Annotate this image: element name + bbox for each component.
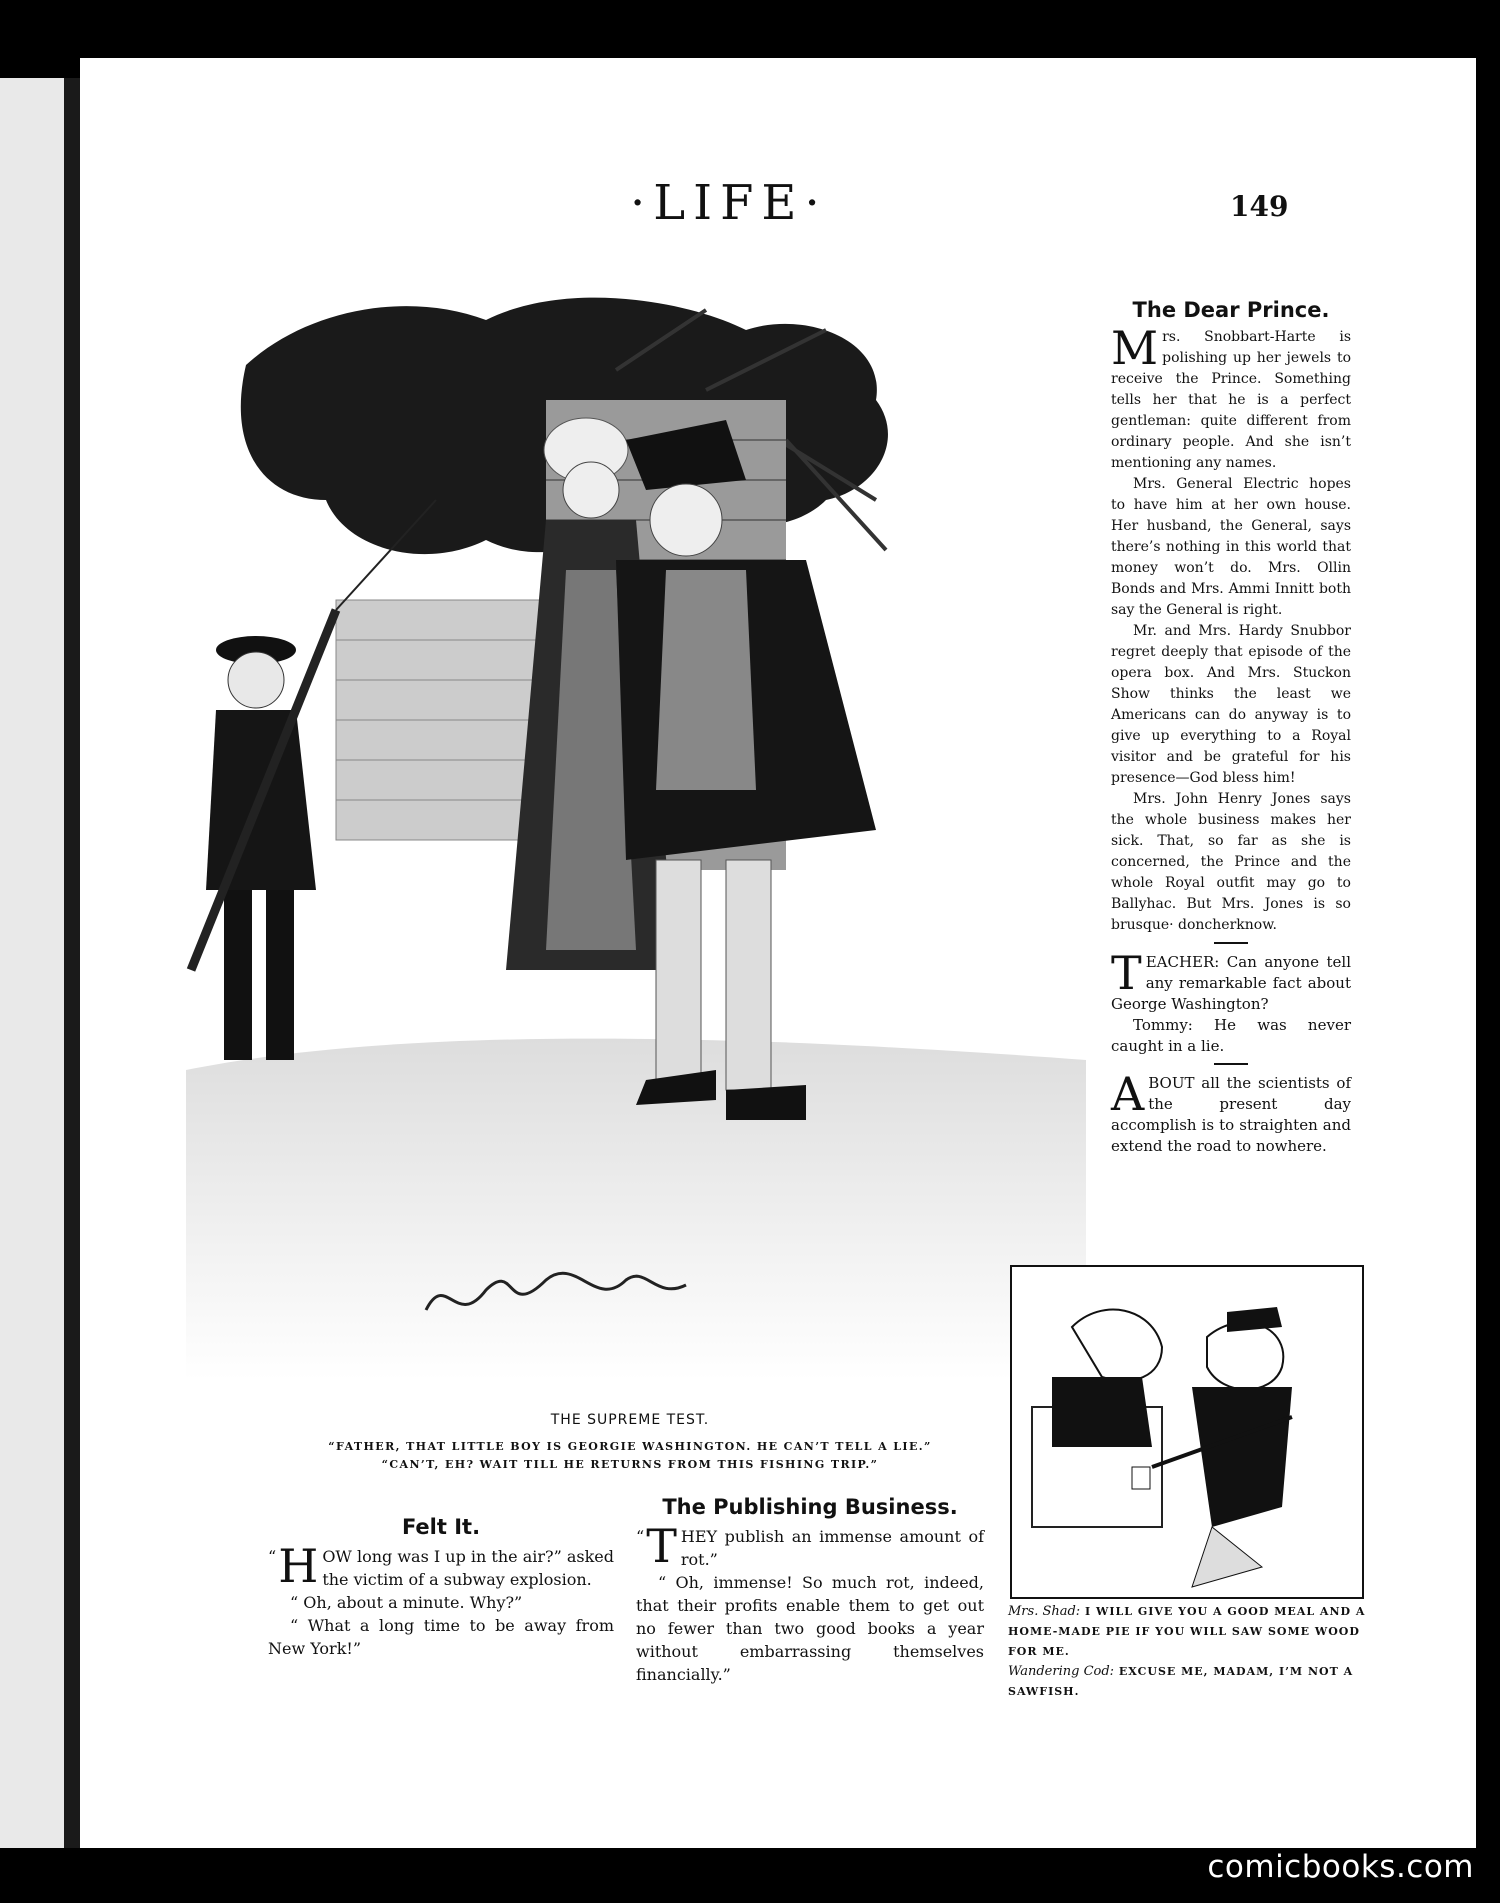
dear-prince-para-3: Mr. and Mrs. Hardy Snubbor regret deeply that episode of the opera box. And Mrs. Stuckon Show thinks the least we Americans can do anyway is to give up everything to a Royal visitor and be grateful for his presence—God bless him! bbox=[1111, 623, 1351, 786]
dear-prince-title: The Dear Prince. bbox=[1132, 298, 1330, 322]
felt-it-column bbox=[268, 1516, 614, 1660]
right-column bbox=[1111, 300, 1351, 1157]
cod-tail bbox=[1192, 1527, 1262, 1587]
teacher-line: EACHER: Can anyone tell any remarkable fact about George Washington? bbox=[1111, 953, 1351, 1013]
publishing-para-1-text: HEY publish an immense amount of rot.” bbox=[680, 1527, 984, 1569]
cartoon-caption bbox=[1008, 1602, 1366, 1702]
dropcap-t: T bbox=[646, 1519, 677, 1573]
dear-prince-para-1 bbox=[1111, 321, 1351, 474]
illustration-caption-title: THE SUPREME TEST. bbox=[550, 1412, 710, 1428]
felt-it-title: Felt It. bbox=[401, 1515, 481, 1539]
tin-cup bbox=[1132, 1467, 1150, 1489]
snowy-ground bbox=[186, 1039, 1086, 1380]
fish-cartoon bbox=[1010, 1265, 1364, 1599]
masthead: ·LIFE· bbox=[630, 175, 828, 231]
publishing-title: The Publishing Business. bbox=[662, 1495, 958, 1519]
open-quote: “ bbox=[268, 1547, 277, 1566]
scientists-joke bbox=[1111, 1067, 1351, 1157]
illustration-caption-line-1: “FATHER, THAT LITTLE BOY IS GEORGIE WASHINGTON. HE CAN’T TELL A LIE.” bbox=[328, 1440, 932, 1453]
dropcap-h: H bbox=[278, 1539, 319, 1593]
shad-body bbox=[1052, 1377, 1152, 1447]
scientists-text: BOUT all the scientists of the present day accomplish is to straighten and extend the road to nowhere. bbox=[1111, 1074, 1351, 1155]
publishing-para-1 bbox=[636, 1519, 984, 1573]
cod-body bbox=[1192, 1387, 1292, 1527]
cod-head bbox=[1207, 1323, 1283, 1390]
publishing-para-2: “ Oh, immense! So much rot, indeed, that their profits enable them to get out no fewer than two good books a year without embarrassing themselves financially.” bbox=[636, 1573, 984, 1684]
section-divider bbox=[1214, 942, 1248, 944]
publishing-column bbox=[636, 1496, 984, 1686]
section-divider bbox=[1214, 1063, 1248, 1065]
main-illustration bbox=[186, 270, 1086, 1380]
site-watermark: comicbooks.com bbox=[1207, 1849, 1474, 1885]
felt-it-para-1 bbox=[268, 1539, 615, 1593]
shad-head bbox=[1072, 1310, 1162, 1381]
cartoon-line-1: I WILL GIVE YOU A GOOD MEAL AND A HOME-MADE PIE IF YOU WILL SAW SOME WOOD FOR ME. bbox=[1008, 1605, 1366, 1658]
illustration-caption-line-2: “CAN’T, EH? WAIT TILL HE RETURNS FROM THIS FISHING TRIP.” bbox=[381, 1458, 879, 1471]
gutter-shadow bbox=[64, 78, 80, 1848]
speaker-mrs-shad: Mrs. Shad: bbox=[1008, 1604, 1081, 1619]
dropcap-m: M bbox=[1111, 321, 1159, 375]
felt-it-para-3: “ What a long time to be away from New York!” bbox=[268, 1616, 614, 1658]
felt-it-para-2: “ Oh, about a minute. Why?” bbox=[290, 1593, 523, 1612]
dropcap-a: A bbox=[1111, 1067, 1145, 1121]
speaker-wandering-cod: Wandering Cod: bbox=[1008, 1664, 1115, 1679]
facing-page-edge bbox=[0, 78, 64, 1848]
cartoon-line-2: EXCUSE ME, MADAM, I’M NOT A SAWFISH. bbox=[1008, 1665, 1354, 1698]
dear-prince-para-4: Mrs. John Henry Jones says the whole business makes her sick. That, so far as she is concerned, the Prince and the whole Royal outfit may go to Ballyhac. But Mrs. Jones is so brusque· doncherknow. bbox=[1111, 791, 1351, 933]
page-number: 149 bbox=[1230, 190, 1289, 223]
tommy-line: Tommy: He was never caught in a lie. bbox=[1111, 1016, 1351, 1055]
cod-hat bbox=[1227, 1307, 1282, 1332]
open-quote: “ bbox=[636, 1527, 645, 1546]
felt-it-para-1-text: OW long was I up in the air?” asked the victim of a subway explosion. bbox=[322, 1547, 615, 1589]
dear-prince-para-2: Mrs. General Electric hopes to have him at her own house. Her husband, the General, says there’s nothing in this world that money won’t do. Mrs. Ollin Bonds and Mrs. Ammi Innitt both say the General is right. bbox=[1111, 476, 1351, 618]
teacher-joke bbox=[1111, 946, 1351, 1015]
dear-prince-para-1-text: rs. Snobbart-Harte is polishing up her jewels to receive the Prince. Something tells her that he is a perfect gentleman: quite different from ordinary people. And she isn’t mentioning any names. bbox=[1111, 329, 1351, 471]
dropcap-t: T bbox=[1111, 946, 1142, 1000]
